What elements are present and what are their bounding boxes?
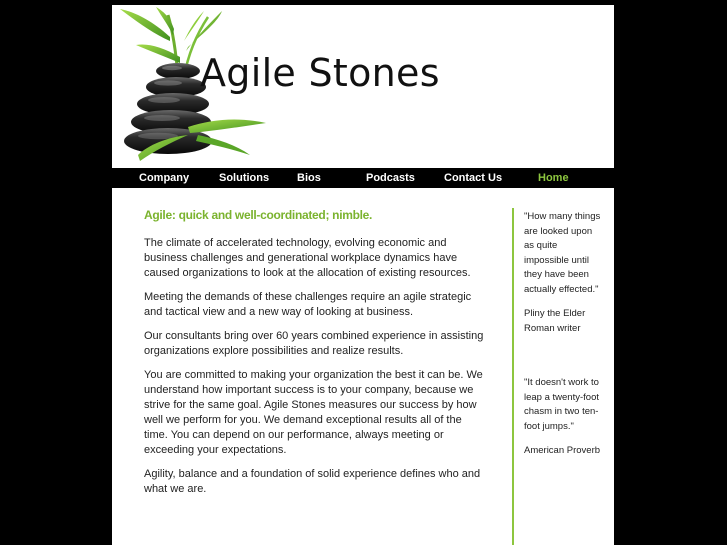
- nav-home[interactable]: Home: [538, 172, 569, 184]
- nav-contact-us[interactable]: Contact Us: [444, 172, 503, 184]
- experience-paragraph: Our consultants bring over 60 years combined experience in assisting organizations explore possibilities and realize results.: [144, 330, 484, 357]
- nav-solutions[interactable]: Solutions: [219, 172, 270, 184]
- quote-text: "How many things are looked upon as quite impossible until they have been actually effected.": [524, 211, 601, 295]
- commitment-paragraph: You are committed to making your organization the best it can be. We understand how important success is to your company, because we strive for the same goal. Agile Stones measures our success by how well we perform for you. We demand exceptional results all of the time. You can depend on our performance, always meeting or exceeding your expectations.: [144, 369, 483, 456]
- nav-company[interactable]: Company: [139, 172, 190, 184]
- quote-text: "It doesn't work to leap a twenty-foot chasm in two ten-foot jumps.": [524, 377, 599, 432]
- page-container: [112, 5, 614, 545]
- main-nav: [112, 168, 614, 188]
- intro-paragraph: The climate of accelerated technology, evolving economic and business challenges and generational workplace dynamics have caused organizations to look at the allocation of existing resources.: [144, 237, 471, 279]
- quote-author: American Proverb: [524, 445, 601, 456]
- site-header: [112, 5, 614, 168]
- site-title: Agile Stones: [200, 51, 440, 95]
- nav-bios[interactable]: Bios: [297, 172, 321, 184]
- demands-paragraph: Meeting the demands of these challenges require an agile strategic and tactical view and a new way of looking at business.: [144, 291, 472, 318]
- sidebar-divider: [512, 208, 514, 545]
- closing-paragraph: Agility, balance and a foundation of solid experience defines who and what we are.: [144, 468, 481, 495]
- nav-podcasts[interactable]: Podcasts: [366, 172, 415, 184]
- quote-sidebar: [524, 210, 604, 499]
- quote-author: Pliny the Elder Roman writer: [524, 308, 586, 334]
- main-content: [144, 208, 484, 506]
- tagline: Agile: quick and well-coordinated; nimble.: [144, 208, 373, 222]
